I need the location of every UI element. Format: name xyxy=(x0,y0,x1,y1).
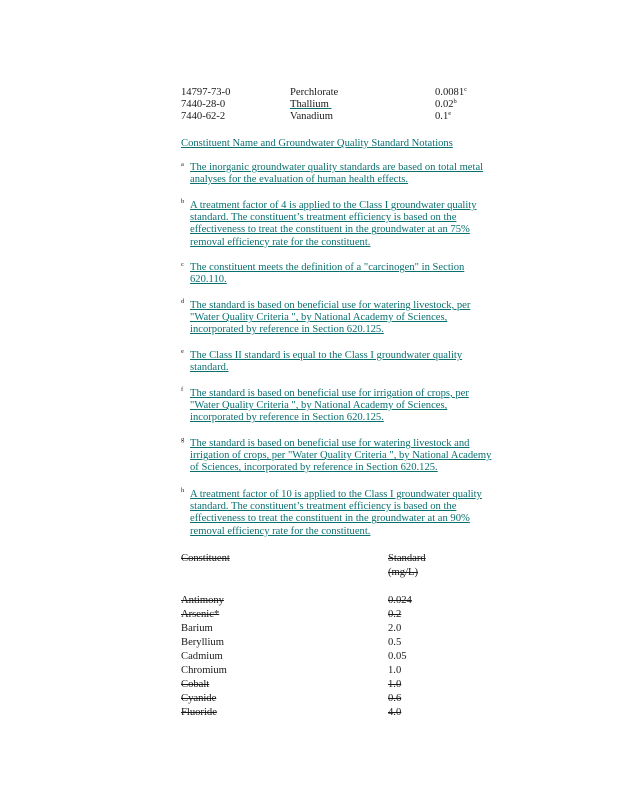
table-row-name: Beryllium xyxy=(181,637,224,648)
cas-constituent-name: Perchlorate xyxy=(290,87,339,98)
footnote-e: The Class II standard is equal to the Class I groundwater quality standard. xyxy=(190,350,463,374)
table-row-name: Cyanide xyxy=(181,693,217,704)
column-header-constituent: Constituent xyxy=(181,553,230,564)
footnote-mark: g xyxy=(181,436,185,443)
footnote-a: The inorganic groundwater quality standards are based on total metal analyses for the evaluation of human health effects. xyxy=(190,162,484,186)
notations-heading: Constituent Name and Groundwater Quality Standard Notations xyxy=(181,138,453,149)
cas-constituent-name: Vanadium xyxy=(290,111,333,122)
footnote-mark: c xyxy=(181,261,184,268)
table-row-name: Barium xyxy=(181,623,213,634)
cas-standard-value: 0.0081$^c$ xyxy=(435,86,468,98)
table-row-value: 0.5 xyxy=(388,637,402,648)
footnote-mark: b xyxy=(181,198,185,205)
footnote-d: The standard is based on beneficial use for watering livestock, per "Water Quality Criteria ", by National Academy of Sciences, incorporated by reference in Section 620.125. xyxy=(190,300,471,336)
footnote-b: A treatment factor of 4 is applied to the Class I groundwater quality standard. The constituent’s treatment efficiency is based on the effectiveness to treat the constituent in the groundwater at an 75% removal efficiency rate for the constituent. xyxy=(190,200,477,248)
footnote-mark: e xyxy=(181,348,184,355)
footnote-c: The constituent meets the definition of a "carcinogen" in Section 620.110. xyxy=(190,262,465,286)
table-row-value: 1.0 xyxy=(388,665,402,676)
table-row-name: Cadmium xyxy=(181,651,223,662)
cas-standard-value: 0.1e xyxy=(435,110,452,122)
cas-number: 14797-73-0 xyxy=(181,87,231,98)
table-row-value: 2.0 xyxy=(388,623,402,634)
cas-constituent-name: Thallium xyxy=(290,99,329,110)
cas-number: 7440-28-0 xyxy=(181,99,226,110)
table-row-name: Chromium xyxy=(181,665,227,676)
column-header-standard: Standard xyxy=(388,553,426,564)
table-row-value: 1.0 xyxy=(388,679,402,690)
footnote-g: The standard is based on beneficial use for watering livestock and irrigation of crops, per "Water Quality Criteria ", by National Academy of Sciences, incorporated by reference in Section 620.125. xyxy=(190,438,492,474)
footnote-h: A treatment factor of 10 is applied to the Class I groundwater quality standard. The constituent’s treatment efficiency is based on the effectiveness to treat the constituent in the groundwater at an 90% removal efficiency rate for the constituent. xyxy=(190,489,482,537)
table-row-name: Antimony xyxy=(181,595,224,606)
footnote-mark: f xyxy=(181,386,184,393)
cas-standard-value: 0.02$^b$ xyxy=(435,98,457,110)
footnote-f: The standard is based on beneficial use for irrigation of crops, per "Water Quality Criteria ", by National Academy of Sciences, incorporated by reference in Section 620.125. xyxy=(190,388,469,424)
footnote-mark: a xyxy=(181,161,184,168)
table-row-name: Fluoride xyxy=(181,707,217,718)
table-row-value: 4.0 xyxy=(388,707,402,718)
table-row-value: 0.6 xyxy=(388,693,402,704)
footnote-mark: d xyxy=(181,298,185,305)
footnote-mark: h xyxy=(181,487,185,494)
table-row-value: 0.024 xyxy=(388,595,412,606)
table-row-value: 0.2 xyxy=(388,609,402,620)
cas-number: 7440-62-2 xyxy=(181,111,226,122)
column-header-units: (mg/L) xyxy=(388,567,419,578)
table-row-value: 0.05 xyxy=(388,651,407,662)
table-row-name: Cobalt xyxy=(181,679,210,690)
table-row-name: Arsenic* xyxy=(181,609,220,620)
